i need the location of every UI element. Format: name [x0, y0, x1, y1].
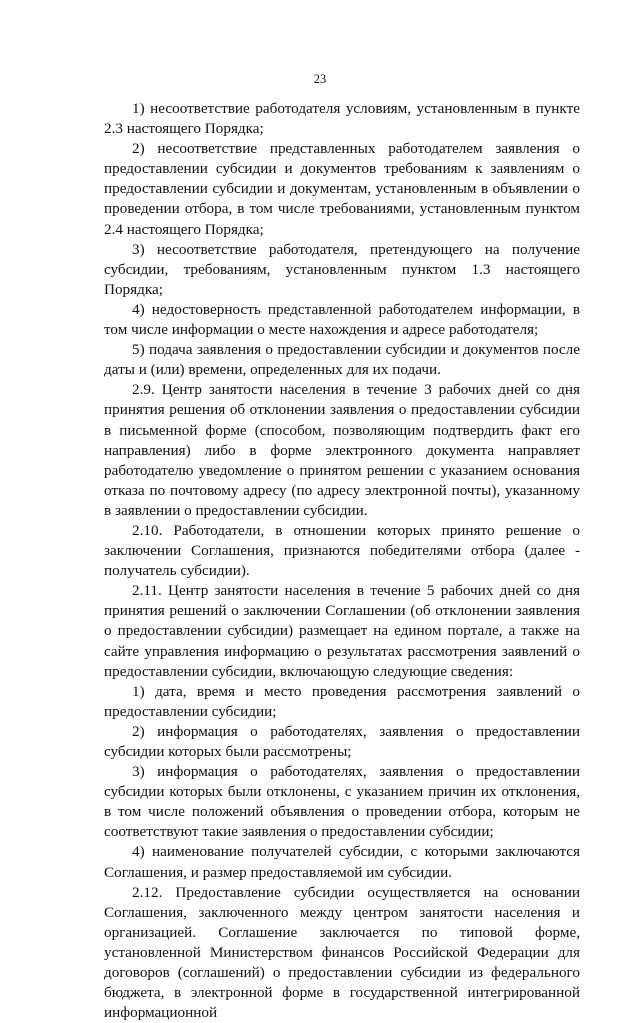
list-item-4-unreliable-information: 4) недостоверность представленной работодателем информации, в том числе информации о месте нахождения и адресе работодателя;: [104, 300, 580, 339]
list-item-3-employer-requirements-mismatch: 3) несоответствие работодателя, претендующего на получение субсидии, требованиям, установленным пунктом 1.3 настоящего Порядка;: [104, 240, 580, 298]
list-item-4-recipients-and-amounts: 4) наименование получателей субсидии, с которыми заключаются Соглашения, и размер предоставляемой им субсидии.: [104, 843, 580, 881]
list-item-1-review-date-place: 1) дата, время и место проведения рассмотрения заявлений о предоставлении субсидии;: [104, 682, 580, 720]
clause-2-12: 2.12. Предоставление субсидии осуществляется на основании Соглашения, заключенного между центром занятости населения и организацией. Соглашение заключается по типовой форме, установленной Министерством финансов Российской Федерации для договоров (соглашений) о предоставлении субсидии из федерального бюджета, в электронной форме в государственной интегрированной информационной: [104, 883, 580, 1022]
page-number: 23: [313, 72, 327, 86]
clause-2-10: 2.10. Работодатели, в отношении которых принято решение о заключении Соглашения, признаются победителями отбора (далее - получатель субсидии).: [104, 521, 580, 580]
clause-2-9: 2.9. Центр занятости населения в течение 3 рабочих дней со дня принятия решения об отклонении заявления о предоставлении субсидии в письменной форме (способом, позволяющим подтвердить факт его направления) либо в форме электронного документа направляет работодателю уведомление о принятом решении с указанием основания отказа по почтовому адресу (по адресу электронной почты), указанному в заявлении о предоставлении субсидии.: [104, 381, 580, 519]
list-item-3-rejected-employers: 3) информация о работодателях, заявления о предоставлении субсидии которых были отклонены, с указанием причин их отклонения, в том числе положений объявления о проведении отбора, которым не соответствуют такие заявления о предоставлении субсидии;: [104, 763, 580, 841]
document-body: [104, 99, 580, 1023]
list-item-2-documents-mismatch: 2) несоответствие представленных работодателем заявления о предоставлении субсидии и документов требованиям к заявлениям о предоставлении субсидии и документам, установленным в объявлении о проведении отбора, в том числе требованиями, установленным пунктом 2.4 настоящего Порядка;: [104, 140, 580, 238]
list-item-2-reviewed-employers: 2) информация о работодателях, заявления о предоставлении субсидии которых были рассмотрены;: [104, 722, 580, 760]
clause-2-11: 2.11. Центр занятости населения в течение 5 рабочих дней со дня принятия решений о заключении Соглашении (об отклонении заявления о предоставлении субсидии) размещает на едином портале, а также на сайте управления информацию о результатах рассмотрения заявлений о предоставлении субсидии, включающую следующие сведения:: [104, 582, 580, 680]
list-item-1-employer-condition-mismatch: 1) несоответствие работодателя условиям, установленным в пункте 2.3 настоящего Порядка;: [104, 100, 580, 138]
list-item-5-late-submission: 5) подача заявления о предоставлении субсидии и документов после даты и (или) времени, определенных для их подачи.: [104, 341, 580, 379]
